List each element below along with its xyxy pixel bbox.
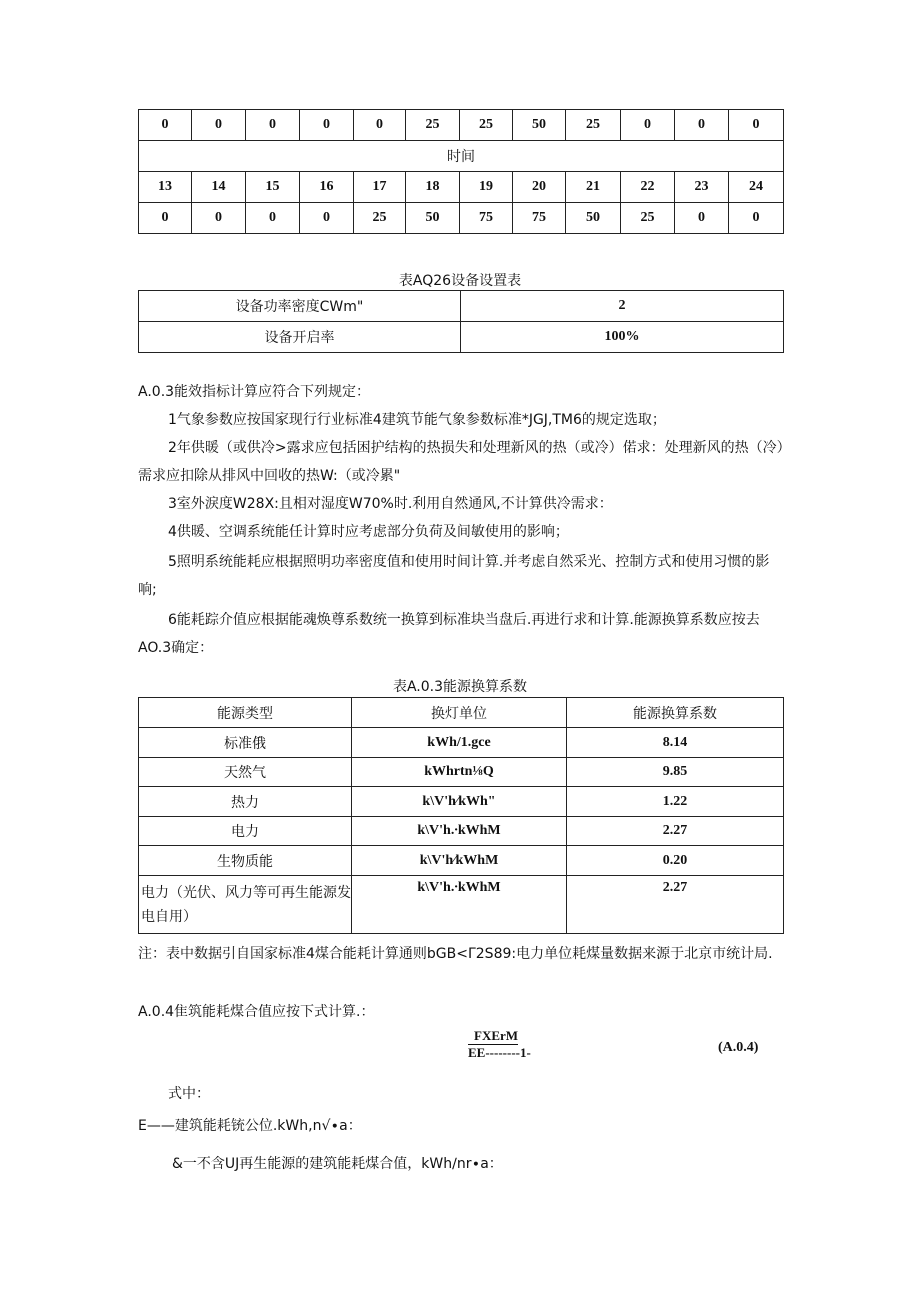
hour-cell: 22 xyxy=(621,172,675,203)
cell: 25 xyxy=(354,203,406,234)
hour-cell: 21 xyxy=(566,172,621,203)
energy-type: 热力 xyxy=(139,787,352,817)
list-item: 6能耗踪介值应根据能魂焕尊系数统一换算到标准块当盘后.再进行求和计算.能源换算系数应按去AO.3确定： xyxy=(138,612,760,656)
table-row xyxy=(139,758,784,787)
where-label: 式中： xyxy=(168,1086,210,1102)
list-item: 1气象参数应按国家现行行业标准4建筑节能气象参数标准*JGJ,TM6的规定选取； xyxy=(168,412,666,428)
table-row xyxy=(139,846,784,876)
energy-unit: k\V'h.∙kWhM xyxy=(352,817,567,846)
definition-item: &一不含UJ再生能源的建筑能耗煤合值，kWh∕nr∙a： xyxy=(172,1156,503,1172)
cell: 0 xyxy=(139,110,192,141)
energy-coef: 0.20 xyxy=(567,846,784,876)
cell: 0 xyxy=(192,110,246,141)
hour-cell: 18 xyxy=(406,172,460,203)
definition-item: E——建筑能耗铳公位.kWh,n√∙a： xyxy=(138,1118,362,1134)
top-values-row xyxy=(139,110,784,141)
equipment-settings-table xyxy=(138,290,784,353)
cell: 0 xyxy=(300,203,354,234)
row-label: 设备功率密度CWm" xyxy=(139,291,461,322)
energy-type: 生物质能 xyxy=(139,846,352,876)
list-item: 4供暖、空调系统能任计算时应考虑部分负荷及间敏使用的影响； xyxy=(168,524,569,540)
formula-number: (A.0.4) xyxy=(718,1040,759,1055)
cell: 0 xyxy=(354,110,406,141)
hour-cell: 14 xyxy=(192,172,246,203)
equipment-table-caption: 表AQ26设备设置表 xyxy=(398,273,522,289)
energy-coef: 8.14 xyxy=(567,728,784,758)
energy-coef: 2.27 xyxy=(567,876,784,934)
energy-type: 电力（光伏、风力等可再生能源发电自用） xyxy=(139,876,352,934)
energy-unit: k\V'h.∙kWhM xyxy=(352,876,567,934)
cell: 0 xyxy=(139,203,192,234)
cell: 0 xyxy=(729,203,784,234)
table-header-row xyxy=(139,698,784,728)
table-note: 注：表中数据引自国家标准4煤合能耗计算通则bGB<Γ2S89:电力单位耗煤量数据来源于北京市统计局. xyxy=(138,946,773,962)
energy-coef: 2.27 xyxy=(567,817,784,846)
table-row xyxy=(139,728,784,758)
cell: 0 xyxy=(246,110,300,141)
cell: 50 xyxy=(513,110,566,141)
energy-type: 天然气 xyxy=(139,758,352,787)
hour-cell: 24 xyxy=(729,172,784,203)
table-row xyxy=(139,876,784,934)
row-value: 2 xyxy=(461,291,784,322)
row-value: 100% xyxy=(461,322,784,353)
energy-type: 电力 xyxy=(139,817,352,846)
hour-cell: 15 xyxy=(246,172,300,203)
cell: 25 xyxy=(406,110,460,141)
values-row xyxy=(139,203,784,234)
cell: 50 xyxy=(566,203,621,234)
energy-unit: k\V'h∕kWh" xyxy=(352,787,567,817)
cell: 0 xyxy=(300,110,354,141)
hour-cell: 19 xyxy=(460,172,513,203)
list-item: 2年供暖（或供冷>露求应包括困护结构的热损失和处理新风的热（或冷）偌求：处理新风的热（冷）需求应扣除从排风中回收的热W:（或冷累" xyxy=(138,440,784,484)
table-row xyxy=(139,787,784,817)
time-label: 时间 xyxy=(139,141,784,172)
cell: 25 xyxy=(621,203,675,234)
energy-table-caption: 表A.0.3能源换算系数 xyxy=(392,679,528,695)
column-header: 能源换算系数 xyxy=(567,698,784,728)
cell: 25 xyxy=(460,110,513,141)
formula xyxy=(468,1028,531,1061)
list-item: 3室外淚度W28X:且相对湿度W70%时.利用自然通风,不计算供冷需求： xyxy=(168,496,613,512)
cell: 0 xyxy=(675,203,729,234)
table-row xyxy=(139,817,784,846)
cell: 0 xyxy=(621,110,675,141)
occupancy-hours-table xyxy=(138,109,784,234)
hour-cell: 20 xyxy=(513,172,566,203)
energy-coef: 1.22 xyxy=(567,787,784,817)
hour-cell: 23 xyxy=(675,172,729,203)
cell: 25 xyxy=(566,110,621,141)
energy-coef: 9.85 xyxy=(567,758,784,787)
hour-cell: 16 xyxy=(300,172,354,203)
hours-row xyxy=(139,172,784,203)
cell: 0 xyxy=(675,110,729,141)
cell: 0 xyxy=(246,203,300,234)
energy-unit: kWhrtn⅛Q xyxy=(352,758,567,787)
hour-cell: 17 xyxy=(354,172,406,203)
cell: 50 xyxy=(406,203,460,234)
column-header: 换灯单位 xyxy=(352,698,567,728)
energy-unit: k\V'h∕kWhM xyxy=(352,846,567,876)
list-item: 5照明系统能耗应根据照明功率密度值和使用时间计算.并考虑自然采光、控制方式和使用习惯的影响; xyxy=(138,554,770,598)
energy-unit: kWh/1.gce xyxy=(352,728,567,758)
cell: 0 xyxy=(192,203,246,234)
column-header: 能源类型 xyxy=(139,698,352,728)
cell: 75 xyxy=(460,203,513,234)
energy-conversion-table xyxy=(138,697,784,934)
hour-cell: 13 xyxy=(139,172,192,203)
table-row xyxy=(139,291,784,322)
energy-type: 标准俄 xyxy=(139,728,352,758)
table-row xyxy=(139,322,784,353)
formula-denominator: EE--------1- xyxy=(468,1045,531,1060)
formula-numerator: FXErM xyxy=(468,1028,518,1045)
cell: 0 xyxy=(729,110,784,141)
section-a04-heading: A.0.4隹筑能耗煤合值应按下式计算.： xyxy=(138,1004,375,1020)
time-label-row xyxy=(139,141,784,172)
row-label: 设备开启率 xyxy=(139,322,461,353)
section-a03-heading: A.0.3能效指标计算应符合下列规定： xyxy=(138,384,371,400)
cell: 75 xyxy=(513,203,566,234)
